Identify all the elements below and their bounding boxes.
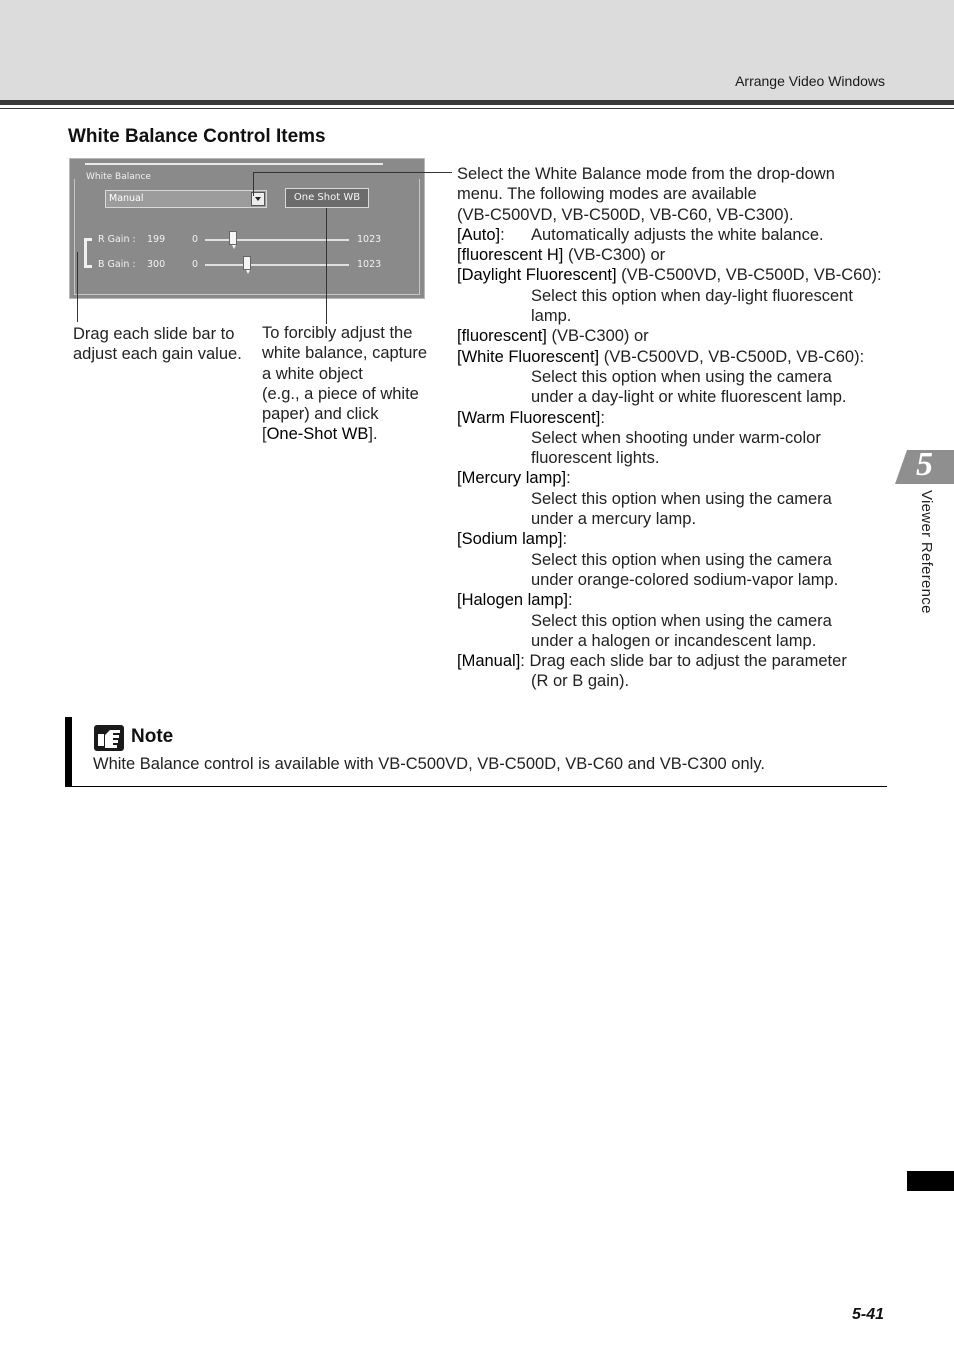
b-gain-slider-thumb[interactable] xyxy=(243,256,251,270)
r-gain-value: 199 xyxy=(147,234,166,245)
mode-models: (VB-C300) or xyxy=(546,327,649,346)
chapter-label: Viewer Reference xyxy=(918,490,935,614)
callout-line-right-vertical xyxy=(253,172,254,196)
mode-auto xyxy=(457,225,897,245)
mode-desc: Select this option when using the camera xyxy=(531,550,832,569)
mode-daylight-fluorescent xyxy=(457,265,897,285)
mode-key: [Mercury lamp] xyxy=(457,469,567,488)
header-title: Arrange Video Windows xyxy=(735,73,885,89)
pointing-hand-icon-svg xyxy=(94,725,124,751)
one-shot-wb-button[interactable]: One Shot WB xyxy=(285,188,369,208)
bracket-open: [ xyxy=(262,425,267,444)
callout-line-right-horizontal xyxy=(253,172,452,173)
mode-desc: under a halogen or incandescent lamp. xyxy=(531,631,817,650)
callout-middle-line xyxy=(262,424,452,444)
b-gain-value: 300 xyxy=(147,259,166,270)
mode-key: [Manual] xyxy=(457,652,521,671)
note-title: Note xyxy=(131,726,174,747)
mode-desc: Select this option when day-light fluorescent xyxy=(531,286,853,305)
mode-desc: fluorescent lights. xyxy=(531,449,660,468)
bracket-close: ]. xyxy=(368,425,378,444)
mode-key: [Auto] xyxy=(457,225,501,244)
chapter-number: 5 xyxy=(916,446,933,483)
r-gain-min: 0 xyxy=(192,234,199,245)
mode-fluorescent xyxy=(457,326,897,346)
b-gain-label: B Gain : xyxy=(98,259,136,270)
intro-line: menu. The following modes are available xyxy=(457,185,757,204)
mode-desc: under orange-colored sodium-vapor lamp. xyxy=(531,570,839,589)
colon: : xyxy=(567,591,573,610)
r-gain-max: 1023 xyxy=(357,234,382,245)
r-gain-slider-thumb[interactable] xyxy=(229,231,237,245)
colon: : xyxy=(500,225,505,244)
thumb-index-marker xyxy=(907,1171,954,1191)
mode-key: [fluorescent H] xyxy=(457,246,564,265)
callout-middle-line: white balance, capture xyxy=(262,344,428,363)
b-gain-min: 0 xyxy=(192,259,199,270)
mode-desc: under a day-light or white fluorescent lamp. xyxy=(531,388,847,407)
mode-white-fluorescent xyxy=(457,347,897,367)
mode-halogen-lamp xyxy=(457,590,897,610)
callout-left-line: adjust each gain value. xyxy=(73,345,242,364)
panel-top-line xyxy=(85,163,383,165)
mode-key: [Daylight Fluorescent] xyxy=(457,266,617,285)
mode-desc: lamp. xyxy=(531,307,572,326)
colon: : xyxy=(600,408,605,427)
mode-desc: Select when shooting under warm-color xyxy=(531,428,821,447)
intro-line: (VB-C500VD, VB-C500D, VB-C60, VB-C300). xyxy=(457,205,794,224)
mode-fluorescent-h xyxy=(457,245,897,265)
one-shot-wb-reference: One-Shot WB xyxy=(266,425,369,444)
r-gain-slider-track[interactable] xyxy=(205,239,349,241)
callout-line-left xyxy=(77,252,78,322)
gain-bracket xyxy=(84,238,92,268)
mode-sodium-lamp xyxy=(457,529,897,549)
callout-left-text xyxy=(73,324,258,365)
b-gain-slider-track[interactable] xyxy=(205,264,349,266)
white-balance-select-value: Manual xyxy=(109,193,144,204)
note-bar xyxy=(65,717,72,787)
note-body: White Balance control is available with VB-C500VD, VB-C500D, VB-C60 and VB-C300 only. xyxy=(93,755,765,773)
white-balance-select[interactable] xyxy=(105,190,267,208)
mode-key: [Warm Fluorescent] xyxy=(457,408,601,427)
colon: : xyxy=(562,530,568,549)
mode-key: [White Fluorescent] xyxy=(457,347,600,366)
mode-key: [Sodium lamp] xyxy=(457,530,563,549)
mode-models: (VB-C300) or xyxy=(563,246,666,265)
panel-title: White Balance xyxy=(86,172,151,182)
mode-desc: (R or B gain). xyxy=(531,672,630,691)
callout-left-line: Drag each slide bar to xyxy=(73,325,235,343)
mode-models: (VB-C500VD, VB-C500D, VB-C60): xyxy=(616,266,882,285)
mode-key: [fluorescent] xyxy=(457,327,547,346)
intro-line: Select the White Balance mode from the drop-down xyxy=(457,165,835,183)
mode-warm-fluorescent xyxy=(457,408,897,428)
r-gain-label: R Gain : xyxy=(98,234,136,245)
pointing-hand-icon xyxy=(94,725,124,751)
mode-desc: Select this option when using the camera xyxy=(531,367,832,386)
callout-middle-line: paper) and click xyxy=(262,405,379,424)
callout-middle-line: To forcibly adjust the xyxy=(262,324,413,342)
header-rule-thin xyxy=(0,108,954,109)
mode-description xyxy=(457,164,897,692)
callout-line-middle xyxy=(326,208,327,324)
mode-manual xyxy=(457,651,897,671)
mode-desc: Select this option when using the camera xyxy=(531,611,832,630)
callout-middle-line: a white object xyxy=(262,364,363,383)
mode-models: (VB-C500VD, VB-C500D, VB-C60): xyxy=(599,347,865,366)
mode-desc: under a mercury lamp. xyxy=(531,510,697,529)
page-number: 5-41 xyxy=(851,1306,884,1323)
section-title: White Balance Control Items xyxy=(68,126,326,147)
mode-desc: Automatically adjusts the white balance. xyxy=(531,225,824,244)
b-gain-max: 1023 xyxy=(357,259,382,270)
callout-middle-text xyxy=(262,323,452,445)
mode-mercury-lamp xyxy=(457,468,897,488)
colon: : xyxy=(566,469,571,488)
callout-middle-line: (e.g., a piece of white xyxy=(262,384,419,403)
mode-desc: : Drag each slide bar to adjust the parameter xyxy=(520,652,847,671)
white-balance-panel xyxy=(69,158,425,299)
mode-key: [Halogen lamp] xyxy=(457,591,568,610)
note-bottom-rule xyxy=(65,786,887,787)
mode-desc: Select this option when using the camera xyxy=(531,489,832,508)
header-rule-thick xyxy=(0,100,954,105)
